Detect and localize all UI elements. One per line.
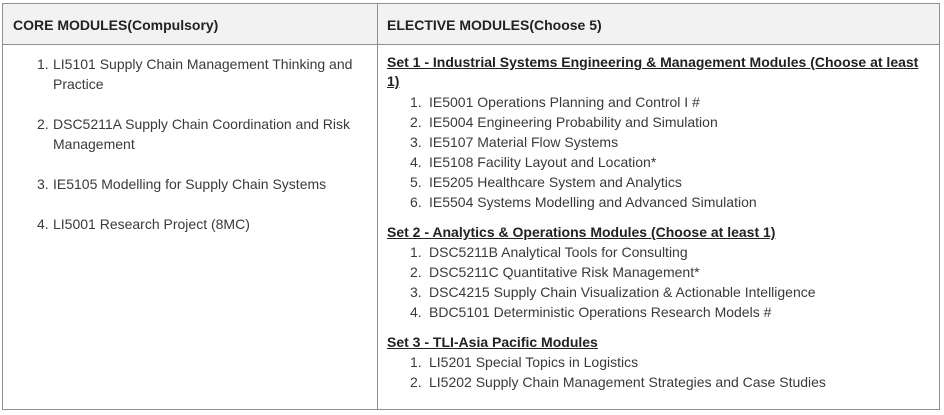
module-text: DSC5211B Analytical Tools for Consulting: [429, 244, 688, 260]
list-item: [37, 214, 357, 234]
module-text: IE5001 Operations Planning and Control I #: [429, 94, 700, 110]
module-text: LI5201 Special Topics in Logistics: [429, 354, 639, 370]
list-item: [410, 192, 757, 212]
list-item: [410, 262, 816, 282]
list-number: 1.: [410, 244, 422, 260]
set-2-modules-list: [410, 242, 816, 322]
list-number: 2.: [410, 264, 422, 280]
module-text: DSC5211A Supply Chain Coordination and Risk Management: [53, 116, 351, 152]
list-item: [410, 172, 757, 192]
module-text: BDC5101 Deterministic Operations Research Models #: [429, 304, 772, 320]
list-number: 3.: [410, 284, 422, 300]
list-item: [37, 54, 357, 94]
list-number: 5.: [410, 174, 422, 190]
module-text: DSC4215 Supply Chain Visualization & Actionable Intelligence: [429, 284, 816, 300]
elective-modules-heading: ELECTIVE MODULES(Choose 5): [387, 17, 602, 33]
list-item: [410, 152, 757, 172]
list-number: 1.: [410, 354, 422, 370]
list-item: [410, 92, 757, 112]
list-number: 2.: [410, 114, 422, 130]
list-item: [410, 112, 757, 132]
list-number: 3.: [37, 176, 49, 192]
list-number: 1.: [37, 56, 49, 72]
module-text: IE5107 Material Flow Systems: [429, 134, 619, 150]
list-item: [410, 242, 816, 262]
set-2-title: Set 2 - Analytics & Operations Modules (Choose at least 1): [387, 224, 776, 240]
list-item: [410, 352, 826, 372]
table-header-row: [3, 4, 939, 45]
module-text: IE5205 Healthcare System and Analytics: [429, 174, 682, 190]
module-text: LI5101 Supply Chain Management Thinking and Practice: [53, 56, 353, 92]
list-number: 6.: [410, 194, 422, 210]
list-item: [410, 372, 826, 392]
module-text: DSC5211C Quantitative Risk Management*: [429, 264, 700, 280]
module-text: IE5504 Systems Modelling and Advanced Simulation: [429, 194, 757, 210]
list-number: 2.: [410, 374, 422, 390]
module-text: IE5105 Modelling for Supply Chain Systems: [53, 176, 327, 192]
list-item: [37, 114, 357, 154]
module-text: LI5202 Supply Chain Management Strategies and Case Studies: [429, 374, 826, 390]
set-3-title: Set 3 - TLI-Asia Pacific Modules: [387, 334, 598, 350]
list-item: [410, 132, 757, 152]
module-text: IE5004 Engineering Probability and Simulation: [429, 114, 718, 130]
list-number: 4.: [410, 304, 422, 320]
column-divider: [377, 4, 378, 409]
list-number: 1.: [410, 94, 422, 110]
set-1-modules-list: [410, 92, 757, 212]
list-number: 4.: [410, 154, 422, 170]
list-number: 4.: [37, 216, 49, 232]
set-1-title: Set 1 - Industrial Systems Engineering & Management Modules (Choose at least 1): [387, 54, 919, 89]
list-item: [410, 282, 816, 302]
core-modules-heading: CORE MODULES(Compulsory): [13, 17, 219, 33]
list-item: [410, 302, 816, 322]
list-number: 2.: [37, 116, 49, 132]
list-item: [37, 174, 357, 194]
module-text: IE5108 Facility Layout and Location*: [429, 154, 657, 170]
list-number: 3.: [410, 134, 422, 150]
core-modules-list: [37, 54, 357, 254]
modules-table: [2, 3, 940, 410]
module-text: LI5001 Research Project (8MC): [53, 216, 250, 232]
set-3-modules-list: [410, 352, 826, 392]
